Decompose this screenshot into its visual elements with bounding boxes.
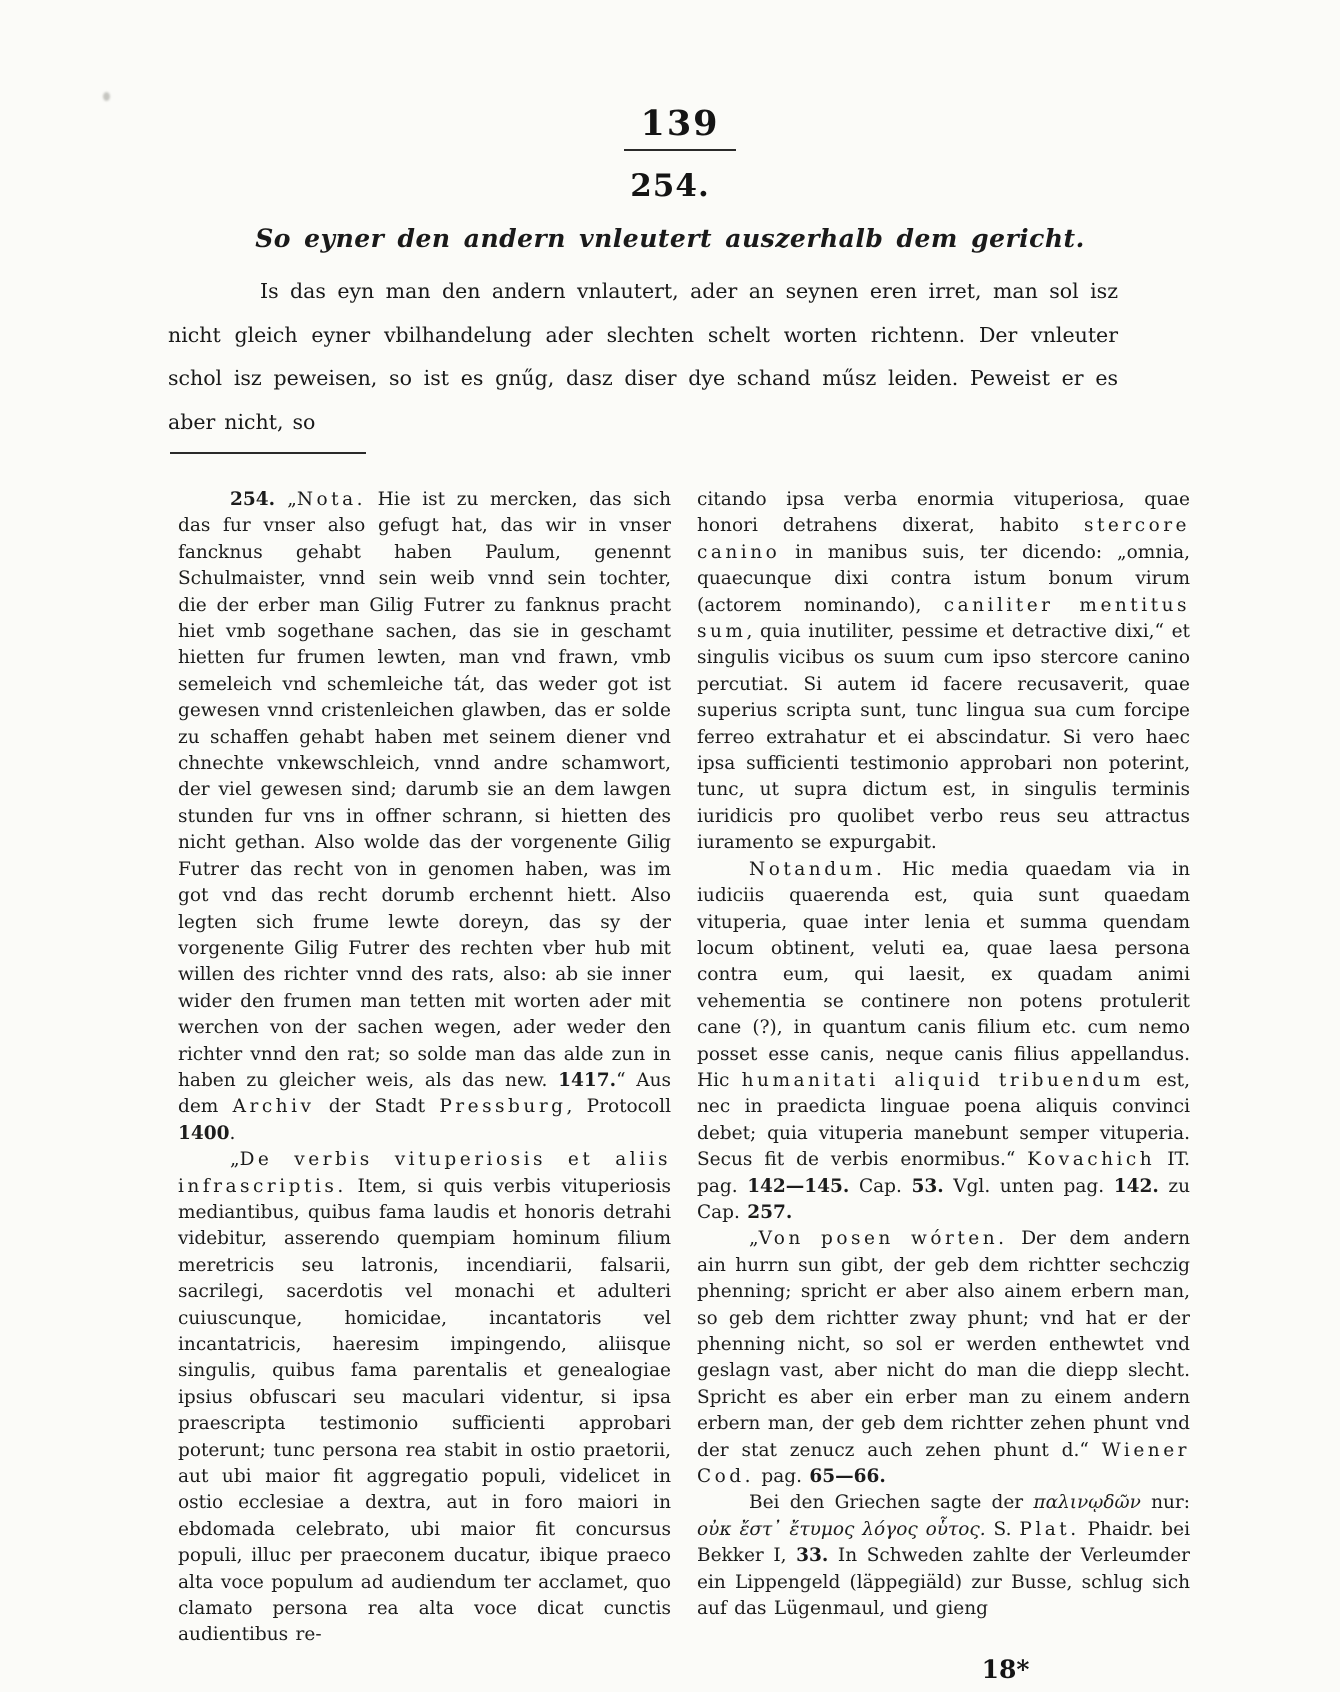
main-paragraph: Is das eyn man den andern vnlautert, ader an seynen eren irret, man sol isz nicht gleich eyner vbilhandelung ader slechten schelt worten richtenn. Der vnleuter schol isz peweisen, so ist es gnűg, dasz diser dye schand műsz leiden. Peweist er es aber nicht, so: [168, 279, 1118, 434]
footnote-paragraph: citando ipsa verba enormia vituperiosa, quae honori detrahens dixerat, habito stercore canino in manibus suis, ter dicendo: „omnia, quaecunque dixi contra istum bonum virum (actorem nominando), caniliter mentitus sum, quia inutiliter, pessime et detractive dixi,“ et singulis vicibus os suum cum ipso stercore canino percutiat. Si autem id facere recusaverit, quae superius scripta sunt, tunc lingua sua cum forcipe ferreo extrahatur et ei abscindatur. Si vero haec ipsa sufficienti testimonio approbari non poterint, tunc, ut supra dictum est, in singulis terminis iuridicis pro quolibet verbo reus seu attractus iuramento se expurgabit.: [697, 489, 1190, 854]
footnote-paragraph: „Von posen wórten. Der dem andern ain hurrn sun gibt, der geb dem richtter sechczig phenning; spricht er aber also ainem erbern man, so geb dem richtter zway phunt; vnd hat er der phenning nicht, so sol er werden enthewtet vnd geslagn vast, aber nicht do man die diepp slecht. Spricht es aber ein erber man zu einem andern erbern man, der geb dem richtter zehen phunt vnd der stat zenucz auch zehen phunt d.“ Wiener Cod. pag. 65—66.: [697, 1228, 1191, 1488]
footnote-paragraph: Notandum. Hic media quaedam via in iudiciis quaerenda est, quia sunt quaedam vituperia, quae inter lenia et summa quendam locum obtinent, veluti ea, quae laesa persona contra eum, qui laesit, ex quadam animi vehementia se continere non potens protulerit cane (?), in quantum canis filium etc. cum nemo posset esse canis, neque canis filius appellandus. Hic humanitati aliquid tribuendum est, nec in praedicta linguae poena aliquis convinci debet; quia vituperia manebunt semper vituperia. Secus fit de verbis enormibus.“ Kovachich IT. pag. 142—145. Cap. 53. Vgl. unten pag. 142. zu Cap. 257.: [697, 858, 1191, 1223]
signature-mark: 18*: [981, 1654, 1030, 1684]
scan-speck: [103, 92, 110, 101]
footnotes-section: [178, 487, 1190, 1684]
chapter-title: So eyner den andern vnleutert auszerhalb dem gericht.: [255, 224, 1085, 253]
section-number: 254.: [630, 168, 710, 204]
footnote-column-right: [697, 487, 1190, 1649]
footnote-paragraph: 254. „Nota. Hie ist zu mercken, das sich das fur vnser also gefugt hat, das wir in vnser fancknus gehabt haben Paulum, genennt Schulmaister, vnnd sein weib vnnd sein tochter, die der erber man Gilig Futrer zu fanknus pracht hiet vmb sogethane sachen, das sie in geschamt hietten fur frumen lewten, man vnd frawn, vmb semeleich vnd schemleiche tát, das weder got ist gewesen vnnd cristenleichen glawben, das er solde zu schaffen gehabt haben met seinem diener vnd chnechte vnkewschleich, vnnd andre schamwort, der viel gewesen sind; darumb sie an dem lawgen stunden fur vns in offner schrann, si hietten des nicht gethan. Also wolde das der vorgenente Gilig Futrer das recht von in genomen haben, was im got vnd das recht dorumb erchennt hiett. Also legten sich frume lewte doreyn, das sy der vorgenente Gilig Futrer des rechten vber hub mit willen des richter vnnd des rats, also: ab sie inner wider den frumen man tetten mit worten ader mit werchen von der sachen wegen, ader weder den richter vnnd den rat; so solde man das alde zun in haben zu gleicher weis, als das new. 1417.“ Aus dem Archiv der Stadt Pressburg, Protocoll 1400.: [178, 489, 671, 1144]
footnote-paragraph: „De verbis vituperiosis et aliis infrascriptis. Item, si quis verbis vituperiosis mediantibus, quibus fama laudis et honoris detrahi videbitur, asserendo quempiam hominum filium meretricis seu latronis, incendiarii, falsarii, sacrilegi, sacerdotis vel monachi et adulteri cuiuscunque, homicidae, incantatoris vel incantatricis, haeresim impingendo, aliisque singulis, quibus fama parentalis et genealogiae ipsius obfuscari seu maculari videntur, si ipsa praescripta testimonio sufficienti approbari poterunt; tunc persona rea stabit in ostio praetorii, aut ubi maior fit aggregatio populi, videlicet in ostio ecclesiae a dextra, aut in foro maiori in ebdomada celebrato, ubi maior fit concursus populi, illuc per praeconem ducatur, ibique praeco alta voce populum ad audiendum ter acclamet, quo clamato persona rea alta voce dicat cunctis audientibus re-: [178, 1149, 671, 1646]
footnote-column-left: [178, 487, 671, 1649]
footnote-separator-rule: [170, 452, 366, 454]
footnote-columns: [178, 487, 1190, 1649]
footnote-paragraph: Bei den Griechen sagte der παλινῳδῶν nur: οὐκ ἔστ᾽ ἔτυμος λόγος οὗτος. S. Plat. Phaidr. bei Bekker I, 33. In Schweden zahlte der Verleumder ein Lippengeld (läppegiäld) zur Busse, schlug sich auf das Lügenmaul, und gieng: [697, 1492, 1190, 1620]
page-number: 139: [624, 103, 735, 151]
page-header: [0, 103, 1340, 151]
